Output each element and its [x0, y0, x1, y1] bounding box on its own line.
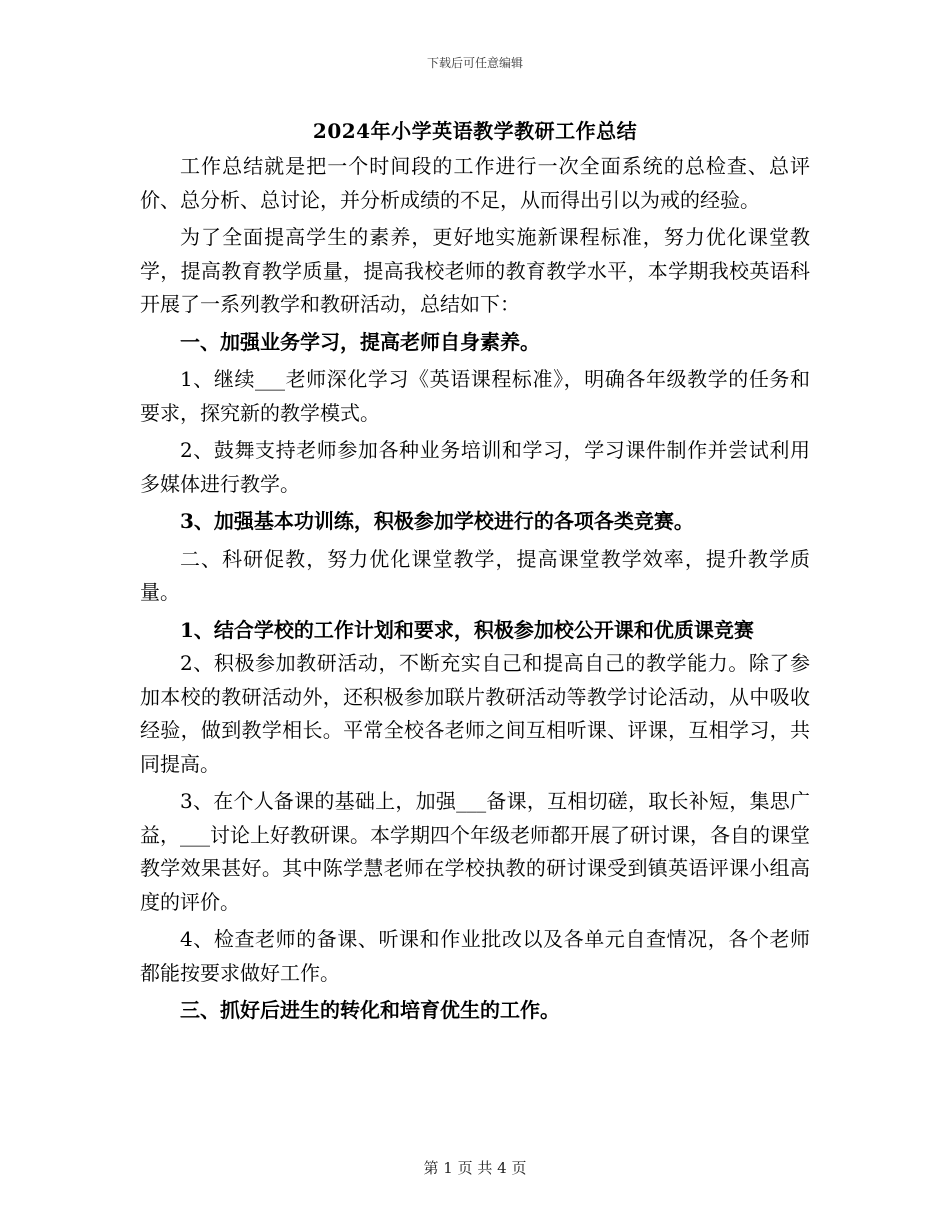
- paragraph-intro: 工作总结就是把一个时间段的工作进行一次全面系统的总检查、总评价、总分析、总讨论，并分析成绩的不足，从而得出引以为戒的经验。: [140, 154, 810, 212]
- section-heading-2: 二、科研促教，努力优化课堂教学，提高课堂教学效率，提升教学质量。: [140, 546, 810, 604]
- paragraph-item: 3、在个人备课的基础上，加强___备课，互相切磋，取长补短，集思广益，___讨论上好教研课。本学期四个年级老师都开展了研讨课，各自的课堂教学效果甚好。其中陈学慧老师在学校执教的研讨课受到镇英语评课小组高度的评价。: [140, 789, 810, 914]
- paragraph-item: 2、鼓舞支持老师参加各种业务培训和学习，学习课件制作并尝试利用多媒体进行教学。: [140, 438, 810, 496]
- paragraph-item: 1、继续___老师深化学习《英语课程标准》，明确各年级教学的任务和要求，探究新的教学模式。: [140, 367, 810, 425]
- subheading-bold: 3、加强基本功训练，积极参加学校进行的各项各类竞赛。: [180, 509, 694, 533]
- subheading-bold: 1、结合学校的工作计划和要求，积极参加校公开课和优质课竞赛: [180, 617, 754, 642]
- document-title: 2024年小学英语教学教研工作总结: [312, 119, 638, 143]
- paragraph-item: 4、检查老师的备课、听课和作业批改以及各单元自查情况，各个老师都能按要求做好工作。: [140, 927, 810, 985]
- section-heading-1: 一、加强业务学习，提高老师自身素养。: [180, 329, 540, 354]
- paragraph-purpose: 为了全面提高学生的素养，更好地实施新课程标准，努力优化课堂教学，提高教育教学质量，提高我校老师的教育教学水平，本学期我校英语科开展了一系列教学和教研活动，总结如下：: [140, 225, 810, 316]
- paragraph-item: 2、积极参加教研活动，不断充实自己和提高自己的教学能力。除了参加本校的教研活动外，还积极参加联片教研活动等教学讨论活动，从中吸收经验，做到教学相长。平常全校各老师之间互相听课、评课，互相学习，共同提高。: [140, 651, 810, 776]
- section-heading-3: 三、抓好后进生的转化和培育优生的工作。: [180, 998, 560, 1022]
- header-note: 下载后可任意编辑: [426, 56, 523, 70]
- document-body: [140, 150, 810, 1028]
- page-footer: 第 1 页 共 4 页: [423, 1159, 527, 1177]
